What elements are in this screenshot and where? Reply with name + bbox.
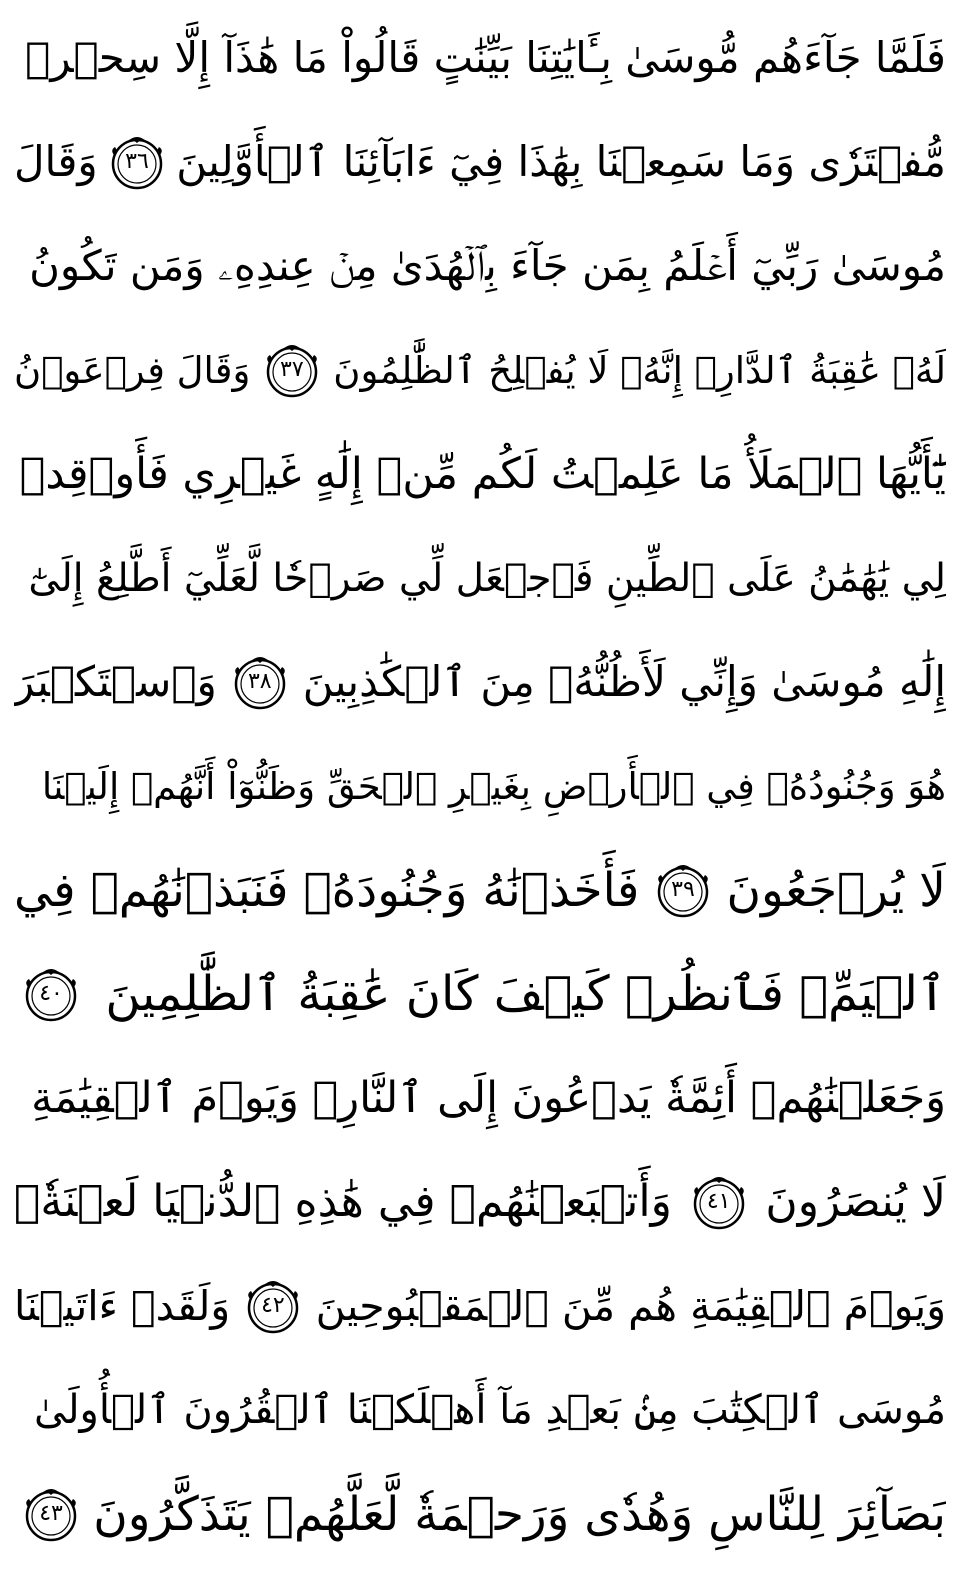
ayah-number: ٤٢ — [261, 1293, 285, 1318]
text-line — [14, 1254, 946, 1358]
verse-text: وَلَقَدۡ ءَاتَيۡنَا — [14, 1281, 231, 1330]
ayah-number: ٣٨ — [247, 669, 272, 694]
text-line — [14, 630, 946, 734]
verse-text: يَٰٓأَيُّهَا ٱلۡمَلَأُ مَا عَلِمۡتُ لَكُم مِّنۡ إِلَٰهٍ غَيۡرِي فَأَوۡقِدۡ — [19, 448, 946, 499]
verse-text: فَلَمَّا جَآءَهُم مُّوسَىٰ بِـَٔايَٰتِنَا بَيِّنَٰتٍ قَالُواْ مَا هَٰذَآ إِلَّا سِحۡرٞ — [25, 33, 946, 82]
verse-text: وَجَعَلۡنَٰهُمۡ أَئِمَّةٗ يَدۡعُونَ إِلَى ٱلنَّارِۖ وَيَوۡمَ ٱلۡقِيَٰمَةِ — [31, 1072, 946, 1123]
verse-text: وَقَالَ — [14, 137, 98, 186]
text-line — [14, 942, 946, 1046]
ayah-number: ٣٦ — [125, 149, 149, 174]
ayah-marker — [20, 963, 82, 1025]
text-line — [14, 110, 946, 214]
text-line — [14, 734, 946, 838]
ayah-number: ٣٧ — [280, 357, 304, 382]
ayah-marker — [242, 1275, 304, 1337]
ayah-number: ٤٠ — [39, 981, 63, 1006]
text-line — [14, 318, 946, 422]
verse-text: وَيَوۡمَ ٱلۡقِيَٰمَةِ هُم مِّنَ ٱلۡمَقۡبُوحِينَ — [315, 1281, 946, 1330]
text-line — [14, 6, 946, 110]
verse-text: وَقَالَ فِرۡعَوۡنُ — [14, 348, 251, 392]
verse-text: لَا يُنصَرُونَ — [765, 1176, 946, 1227]
verse-text: لَهُۥ عَٰقِبَةُ ٱلدَّارِۚ إِنَّهُۥ لَا يُفۡلِحُ ٱلظَّٰلِمُونَ — [333, 348, 946, 392]
text-line — [14, 1462, 946, 1566]
verse-text: ٱلۡيَمِّۖ فَٱنظُرۡ كَيۡفَ كَانَ عَٰقِبَةُ ٱلظَّٰلِمِينَ — [105, 966, 946, 1022]
verse-text: إِلَٰهِ مُوسَىٰ وَإِنِّي لَأَظُنُّهُۥ مِنَ ٱلۡكَٰذِبِينَ — [302, 657, 946, 706]
text-line — [14, 1046, 946, 1150]
text-line — [14, 1358, 946, 1462]
verse-text: بَصَآئِرَ لِلنَّاسِ وَهُدٗى وَرَحۡمَةٗ لَّعَلَّهُمۡ يَتَذَكَّرُونَ — [93, 1486, 946, 1542]
verse-text: مُوسَىٰ رَبِّيٓ أَعۡلَمُ بِمَن جَآءَ بِٱلۡهُدَىٰ مِنۡ عِندِهِۦ وَمَن تَكُونُ — [29, 241, 946, 290]
verse-text: مُوسَى ٱلۡكِتَٰبَ مِنۢ بَعۡدِ مَآ أَهۡلَكۡنَا ٱلۡقُرُونَ ٱلۡأُولَىٰ — [33, 1387, 946, 1433]
ayah-marker — [20, 1483, 82, 1545]
text-line — [14, 422, 946, 526]
ayah-marker — [688, 1171, 750, 1233]
ayah-number: ٤١ — [706, 1189, 731, 1214]
text-line — [14, 214, 946, 318]
verse-text: هُوَ وَجُنُودُهُۥ فِي ٱلۡأَرۡضِ بِغَيۡرِ ٱلۡحَقِّ وَظَنُّوٓاْ أَنَّهُمۡ إِلَيۡنَا — [41, 764, 946, 808]
text-line — [14, 526, 946, 630]
ayah-marker — [229, 651, 291, 713]
text-line — [14, 1150, 946, 1254]
verse-text: لَا يُرۡجَعُونَ — [726, 862, 946, 918]
verse-text: لِي يَٰهَٰمَٰنُ عَلَى ٱلطِّينِ فَٱجۡعَل لِّي صَرۡحٗا لَّعَلِّيٓ أَطَّلِعُ إِلَىٰٓ — [28, 555, 946, 601]
verse-text: وَأَتۡبَعۡنَٰهُمۡ فِي هَٰذِهِ ٱلدُّنۡيَا لَعۡنَةٗۖ — [14, 1176, 672, 1227]
ayah-number: ٣٩ — [671, 877, 695, 902]
ayah-number: ٤٣ — [39, 1501, 63, 1526]
ayah-marker — [652, 859, 714, 921]
verse-text: مُّفۡتَرٗى وَمَا سَمِعۡنَا بِهَٰذَا فِيٓ ءَابَآئِنَا ٱلۡأَوَّلِينَ — [176, 137, 946, 186]
verse-text: فَأَخَذۡنَٰهُ وَجُنُودَهُۥ فَنَبَذۡنَٰهُمۡ فِي — [14, 862, 640, 918]
text-line — [14, 838, 946, 942]
verse-text: وَٱسۡتَكۡبَرَ — [14, 657, 217, 706]
ayah-marker — [106, 131, 168, 193]
ayah-marker — [261, 339, 323, 401]
